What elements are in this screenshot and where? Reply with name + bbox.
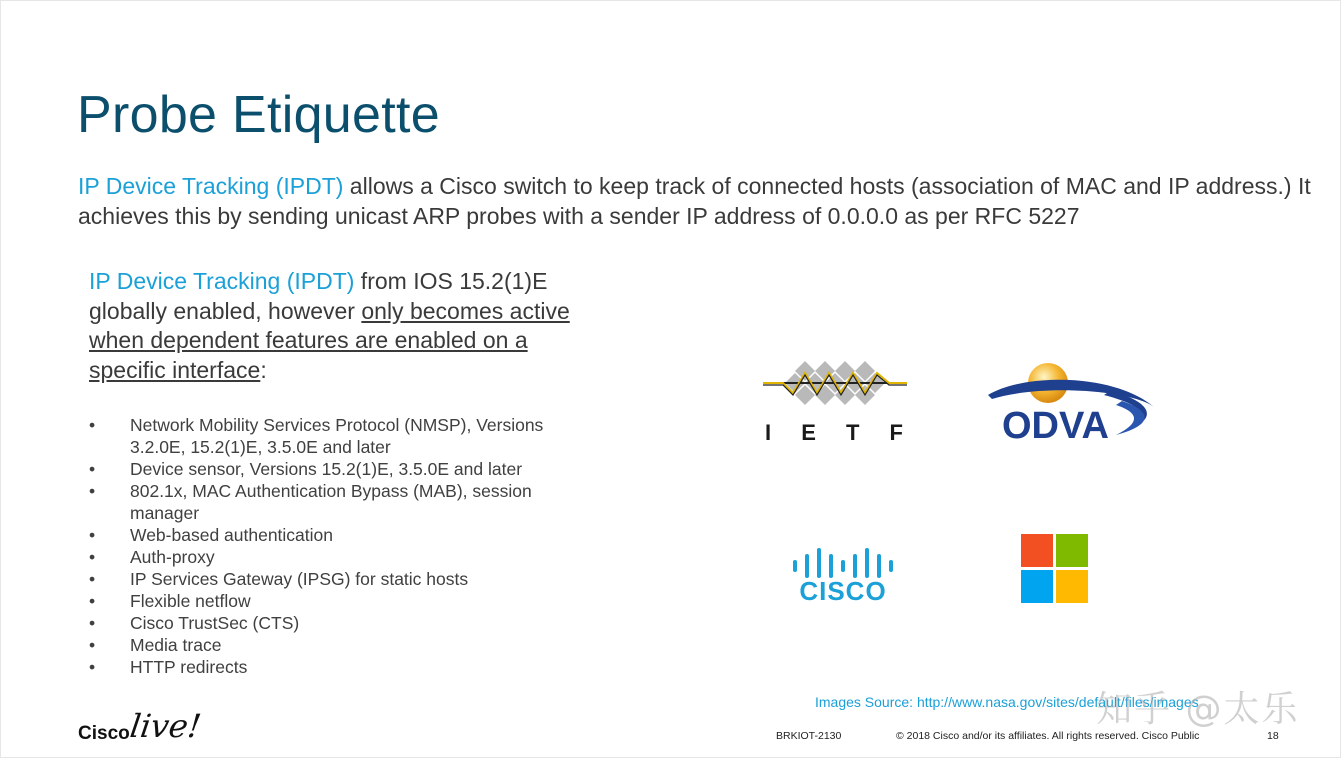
intro-paragraph bbox=[78, 171, 1318, 231]
odva-logo bbox=[984, 361, 1162, 443]
list-item bbox=[89, 568, 589, 590]
bullet-icon: • bbox=[89, 547, 96, 567]
feature-list bbox=[89, 414, 589, 678]
page-number: 18 bbox=[1267, 730, 1279, 742]
list-item-text: Media trace bbox=[130, 635, 222, 655]
list-item-text: Flexible netflow bbox=[130, 591, 251, 611]
list-item bbox=[89, 656, 589, 678]
list-item bbox=[89, 414, 589, 458]
list-item-text: Web-based authentication bbox=[130, 525, 334, 545]
microsoft-logo bbox=[1021, 534, 1089, 604]
list-item-text: Device sensor, Versions 15.2(1)E, 3.5.0E and later bbox=[130, 459, 523, 479]
subheading-tail: : bbox=[260, 356, 267, 383]
images-source-link[interactable]: Images Source: http://www.nasa.gov/sites/default/files/images bbox=[815, 694, 1199, 710]
list-item-text: Cisco TrustSec (CTS) bbox=[130, 613, 300, 633]
odva-logo-text: ODVA bbox=[1002, 405, 1109, 443]
list-item bbox=[89, 634, 589, 656]
intro-term: IP Device Tracking (IPDT) bbox=[78, 173, 344, 199]
watermark: 知乎 @太乐 bbox=[1096, 689, 1300, 730]
bullet-icon: • bbox=[89, 569, 96, 589]
microsoft-green-square bbox=[1056, 534, 1088, 567]
microsoft-yellow-square bbox=[1056, 570, 1088, 603]
list-item bbox=[89, 590, 589, 612]
subheading-underlined: only becomes active when dependent features are enabled on a specific interface bbox=[89, 297, 570, 383]
list-item bbox=[89, 458, 589, 480]
microsoft-red-square bbox=[1021, 534, 1053, 567]
microsoft-blue-square bbox=[1021, 570, 1053, 603]
bullet-icon: • bbox=[89, 591, 96, 611]
subheading-term: IP Device Tracking (IPDT) bbox=[89, 268, 355, 294]
bullet-icon: • bbox=[89, 459, 96, 479]
ietf-logo-text: I E T F bbox=[765, 420, 903, 445]
brand-live-text: live! bbox=[127, 707, 203, 745]
bullet-icon: • bbox=[89, 657, 96, 677]
copyright-text: © 2018 Cisco and/or its affiliates. All rights reserved. Cisco Public bbox=[896, 730, 1200, 742]
list-item bbox=[89, 480, 589, 524]
list-item bbox=[89, 612, 589, 634]
slide-title: Probe Etiquette bbox=[77, 86, 440, 144]
cisco-live-logo bbox=[78, 701, 203, 746]
list-item-text: 802.1x, MAC Authentication Bypass (MAB), session manager bbox=[130, 481, 532, 523]
cisco-logo-text: CISCO bbox=[799, 576, 887, 602]
list-item-text: Auth-proxy bbox=[130, 547, 215, 567]
ietf-logo bbox=[761, 359, 913, 445]
list-item-text: IP Services Gateway (IPSG) for static hosts bbox=[130, 569, 469, 589]
subheading-text: from IOS 15.2(1)E globally enabled, however bbox=[89, 268, 548, 324]
cisco-logo bbox=[791, 544, 897, 602]
bullet-icon: • bbox=[89, 635, 96, 655]
intro-text: allows a Cisco switch to keep track of connected hosts (association of MAC and IP address.) It achieves this by sending unicast ARP probes with a sender IP address of 0.0.0.0 as per RFC 5227 bbox=[78, 173, 1311, 229]
list-item-text: Network Mobility Services Protocol (NMSP), Versions 3.2.0E, 15.2(1)E, 3.5.0E and later bbox=[130, 415, 544, 457]
bullet-icon: • bbox=[89, 415, 96, 435]
list-item bbox=[89, 524, 589, 546]
list-item-text: HTTP redirects bbox=[130, 657, 248, 677]
bullet-icon: • bbox=[89, 481, 96, 501]
bullet-icon: • bbox=[89, 525, 96, 545]
bullet-icon: • bbox=[89, 613, 96, 633]
brand-cisco-text: Cisco bbox=[78, 723, 130, 744]
session-code: BRKIOT-2130 bbox=[776, 730, 842, 742]
list-item bbox=[89, 546, 589, 568]
subheading-paragraph bbox=[89, 267, 589, 385]
